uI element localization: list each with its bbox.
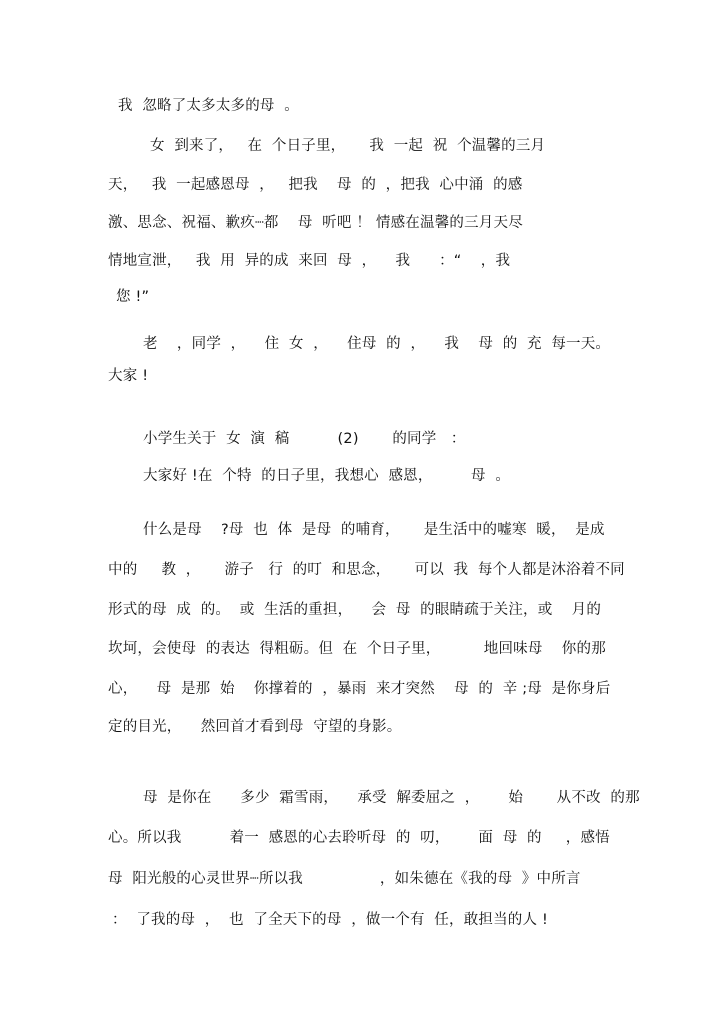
text-line: 定的目光， 然回首才看到母 守望的身影。 xyxy=(108,719,402,735)
text-line: 大家 ! xyxy=(108,368,149,384)
text-line: 大家好 !在 个特 的日子里，我想心 感恩， 母 。 xyxy=(143,468,511,484)
text-line: 天， 我 一起感恩母 ， 把我 母 的 ，把我 心中涌 的感 xyxy=(108,177,523,193)
text-line: 心， 母 是那 始 你撑着的 ，暴雨 来才突然 母 的 辛 ;母 是你身后 xyxy=(108,681,611,697)
text-line: 小学生关于 女 演 稿 (2) 的同学 ： xyxy=(143,431,466,447)
text-line: 心。所以我 着一 感恩的心去聆听母 的 叨， 面 母 的 ，感悟 xyxy=(108,830,610,846)
text-line: 女 到来了， 在 个日子里， 我 一起 祝 个温馨的三月 xyxy=(150,138,546,154)
text-line: ： 了我的母 ， 也 了全天下的母 ，做一个有 任，敢担当的人 ! xyxy=(112,912,549,928)
text-line: 中的 教 ， 游子 行 的叮 和思念， 可以 我 每个人都是沐浴着不同 xyxy=(108,562,625,578)
text-line: 我 忽略了太多太多的母 。 xyxy=(118,98,299,114)
text-line: 什么是母 ?母 也 体 是母 的哺育， 是生活中的嘘寒 暖， 是成 xyxy=(143,522,605,538)
text-line: 激、思念、祝福、歉疚┈都 母 听吧 ！ 情感在温馨的三月天尽 xyxy=(108,215,523,231)
text-line: 您 !” xyxy=(116,289,150,305)
text-line: 母 阳光般的心灵世界┈所以我 ，如朱德在《我的母 》中所言 xyxy=(108,871,581,887)
text-line: 情地宣泄， 我 用 异的成 来回 母 ， 我 ：“ ，我 xyxy=(108,253,511,269)
text-line: 坎坷，会使母 的表达 得粗砺。但 在 个日子里， 地回味母 你的那 xyxy=(108,641,606,657)
text-line: 母 是你在 多少 霜雪雨， 承受 解委屈之 ， 始 从不改 的那 xyxy=(143,790,640,806)
text-line: 形式的母 成 的。 或 生活的重担， 会 母 的眼睛疏于关注，或 月的 xyxy=(108,602,602,618)
text-line: 老 ，同学 ， 住 女 ， 住母 的 ， 我 母 的 充 每一天。 xyxy=(143,336,611,352)
